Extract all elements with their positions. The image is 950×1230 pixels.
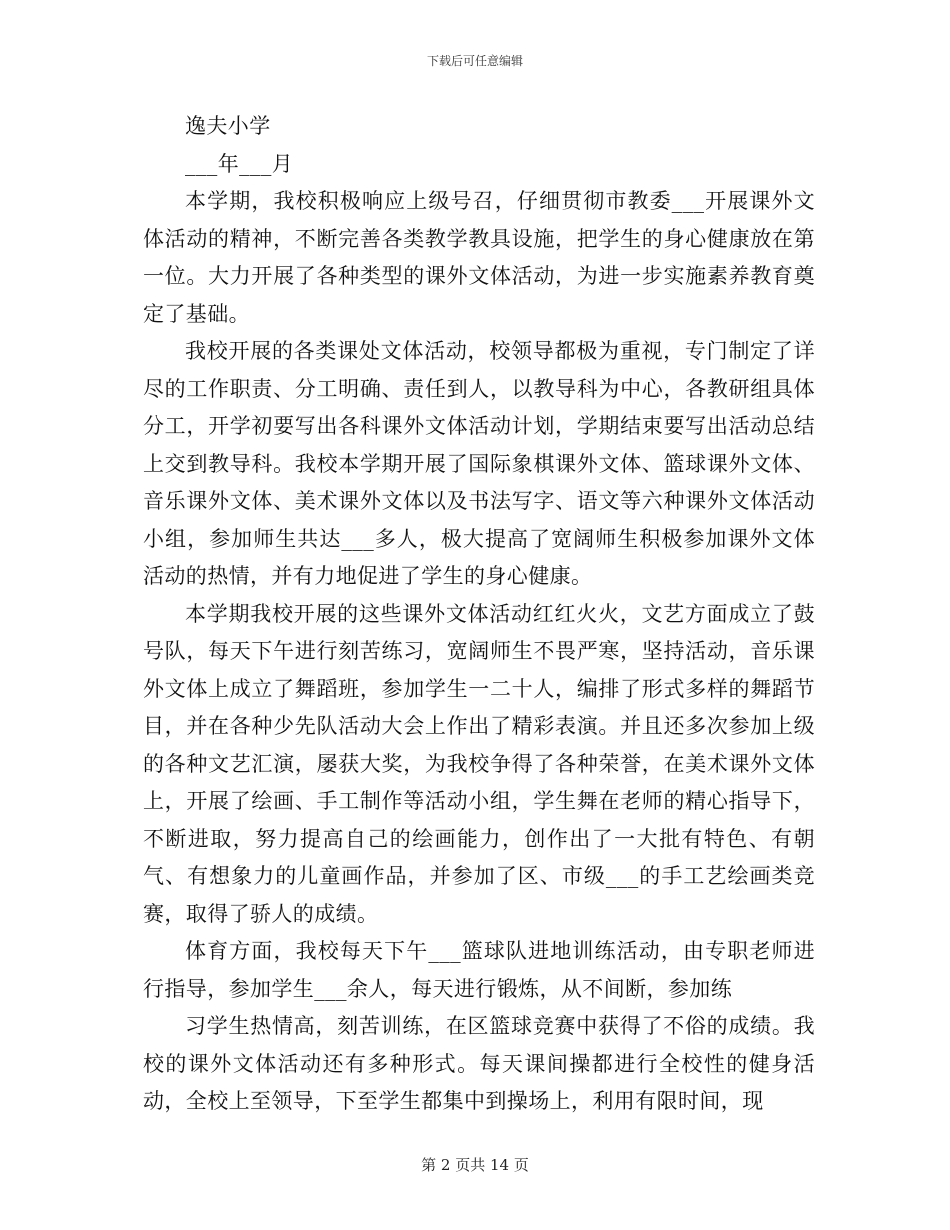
date-line: ___年___月 — [185, 151, 294, 176]
page-header-note: 下载后可任意编辑 — [426, 54, 523, 68]
page-number: 第 2 页共 14 页 — [421, 1156, 529, 1174]
paragraph-sports: 体育方面，我校每天下午___篮球队进地训练活动，由专职老师进行指导，参加学生___余人，每天进行锻炼，从不间断，参加练 — [143, 939, 815, 1001]
paragraph-arts: 本学期我校开展的这些课外文体活动红红火火，文艺方面成立了鼓号队，每天下午进行刻苦练习，宽阔师生不畏严寒，坚持活动，音乐课外文体上成立了舞蹈班，参加学生一二十人，编排了形式多样的舞蹈节目，并在各种少先队活动大会上作出了精彩表演。并且还多次参加上级的各种文艺汇演，屡获大奖，为我校争得了各种荣誉，在美术课外文体上，开展了绘画、手工制作等活动小组，学生舞在老师的精心指导下，不断进取，努力提高自己的绘画能力，创作出了一大批有特色、有朝气、有想象力的儿童画作品，并参加了区、市级___的手工艺绘画类竞赛，取得了骄人的成绩。 — [143, 601, 815, 926]
paragraph-organization: 我校开展的各类课处文体活动，校领导都极为重视，专门制定了详尽的工作职责、分工明确、责任到人，以教导科为中心，各教研组具体分工，开学初要写出各科课外文体活动计划，学期结束要写出活动总结上交到教导科。我校本学期开展了国际象棋课外文体、篮球课外文体、音乐课外文体、美术课外文体以及书法写字、语文等六种课外文体活动小组，参加师生共达___多人，极大提高了宽阔师生积极参加课外文体活动的热情，并有力地促进了学生的身心健康。 — [143, 339, 815, 588]
document-body — [143, 108, 815, 1121]
school-name: 逸夫小学 — [185, 114, 271, 138]
paragraph-intro: 本学期，我校积极响应上级号召，仔细贯彻市教委___开展课外文体活动的精神，不断完善各类教学教具设施，把学生的身心健康放在第一位。大力开展了各种类型的课外文体活动，为进一步实施素养教育奠定了基础。 — [143, 189, 815, 326]
paragraph-sports-continued: 习学生热情高，刻苦训练，在区篮球竞赛中获得了不俗的成绩。我校的课外文体活动还有多种形式。每天课间操都进行全校性的健身活动，全校上至领导，下至学生都集中到操场上，利用有限时间，现 — [143, 1014, 815, 1113]
